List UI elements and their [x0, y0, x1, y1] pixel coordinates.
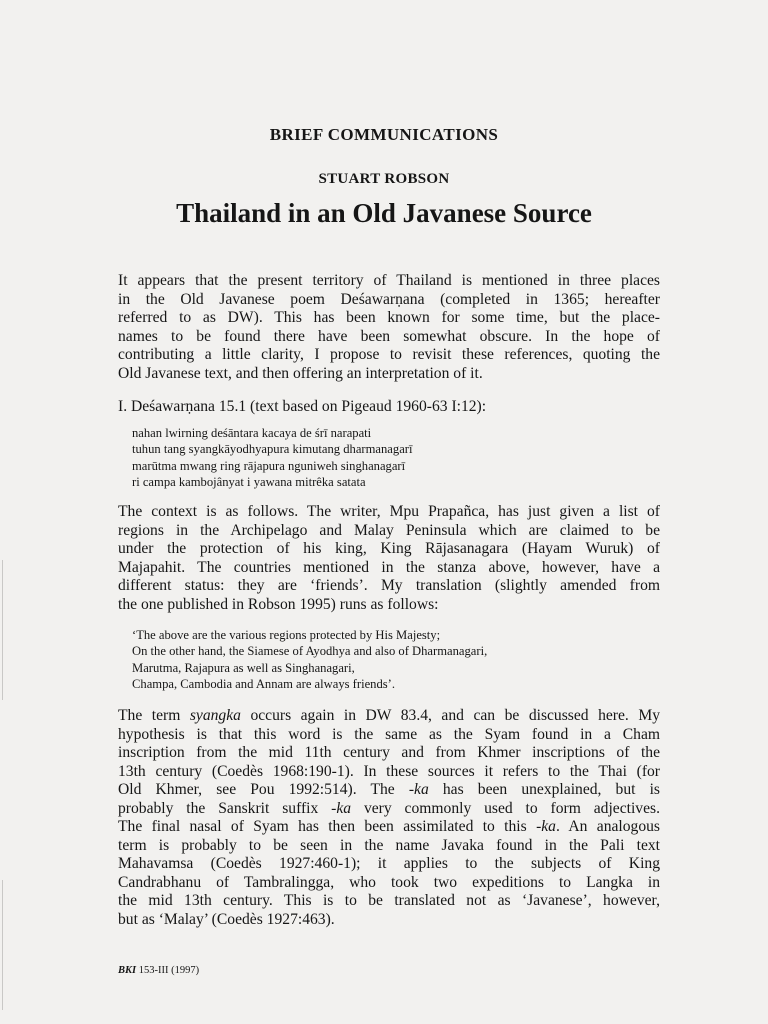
stanza-line: nahan lwirning deśāntara kacaya de śrī narapati — [132, 426, 372, 440]
paragraph-line: Mahavamsa (Coedès 1927:460-1); it applies to the subjects of King — [118, 855, 660, 872]
paragraph-line: Old Khmer, see Pou 1992:514). The -ka has been unexplained, but is — [118, 781, 661, 798]
section-heading: BRIEF COMMUNICATIONS — [269, 125, 499, 144]
paragraph-line: the mid 13th century. This is to be translated not as ‘Javanese’, however, — [118, 892, 660, 909]
paragraph-line: 13th century (Coedès 1968:190-1). In these sources it refers to the Thai (for — [118, 762, 660, 780]
translation-line: Champa, Cambodia and Annam are always friends’. — [132, 676, 395, 691]
scan-margin-mark — [2, 880, 3, 1010]
journal-abbreviation: BKI — [118, 965, 137, 976]
paragraph-line: Majapahit. The countries mentioned in the stanza above, however, have a — [118, 558, 660, 576]
discussion-paragraph — [118, 707, 660, 929]
paragraph-line: term is probably to be seen in the name Javaka found in the Pali text — [118, 836, 660, 854]
translation-line: ‘The above are the various regions protected by His Majesty; — [132, 628, 441, 642]
stanza-line: marūtma mwang ring rājapura nguniweh singhanagarī — [132, 458, 406, 473]
translation-line: On the other hand, the Siamese of Ayodhya and also of Dharmanagari, — [132, 644, 488, 659]
paragraph-line: under the protection of his king, King Rājasanagara (Hayam Wuruk) of — [118, 540, 660, 557]
paragraph-line: hypothesis is that this word is the same as the Syam found in a Cham — [118, 725, 660, 743]
stanza-line: tuhun tang syangkāyodhyapura kimutang dharmanagarī — [132, 442, 413, 457]
paragraph-line: contributing a little clarity, I propose to revisit these references, quoting the — [118, 346, 660, 363]
paragraph-line: It appears that the present territory of Thailand is mentioned in three places — [118, 272, 660, 289]
paragraph-line: referred to as DW). This has been known for some time, but the place- — [118, 309, 660, 326]
page-footer — [118, 965, 199, 976]
journal-issue: 153-III (1997) — [138, 965, 200, 976]
intro-paragraph — [118, 272, 660, 383]
old-javanese-stanza — [132, 425, 632, 490]
paragraph-line: in the Old Javanese poem Deśawarṇana (completed in 1365; hereafter — [118, 290, 660, 308]
paragraph-line: names to be found there have been somewhat obscure. In the hope of — [118, 327, 660, 345]
context-paragraph — [118, 503, 660, 614]
translation-quote — [132, 627, 632, 692]
paragraph-line: inscription from the mid 11th century and from Khmer inscriptions of the — [118, 744, 660, 761]
paragraph-line: The final nasal of Syam has then been assimilated to this -ka. An analogous — [118, 818, 660, 835]
paragraph-line: Candrabhanu of Tambralingga, who took two expeditions to Langka in — [118, 873, 660, 891]
paragraph-line: but as ‘Malay’ (Coedès 1927:463). — [118, 910, 335, 928]
paragraph-line: The context is as follows. The writer, Mpu Prapañca, has just given a list of — [118, 503, 660, 520]
stanza-line: ri campa kambojânyat i yawana mitrêka satata — [132, 474, 366, 489]
source-heading-text: I. Deśawarṇana 15.1 (text based on Pigeaud 1960-63 I:12): — [118, 398, 487, 415]
article-title: Thailand in an Old Javanese Source — [176, 198, 592, 228]
paragraph-line: Old Javanese text, and then offering an interpretation of it. — [118, 364, 483, 382]
paragraph-line: probably the Sanskrit suffix -ka very commonly used to form adjectives. — [118, 799, 660, 817]
source-heading — [118, 398, 660, 417]
scan-margin-mark — [2, 560, 3, 700]
paragraph-line: regions in the Archipelago and Malay Peninsula which are claimed to be — [118, 521, 660, 539]
paragraph-line: different status: they are ‘friends’. My translation (slightly amended from — [118, 577, 660, 594]
translation-line: Marutma, Rajapura as well as Singhanagari, — [132, 660, 355, 675]
author-name: STUART ROBSON — [318, 171, 450, 187]
paragraph-line: the one published in Robson 1995) runs as follows: — [118, 595, 439, 613]
paragraph-line: The term syangka occurs again in DW 83.4, and can be discussed here. My — [118, 707, 660, 724]
